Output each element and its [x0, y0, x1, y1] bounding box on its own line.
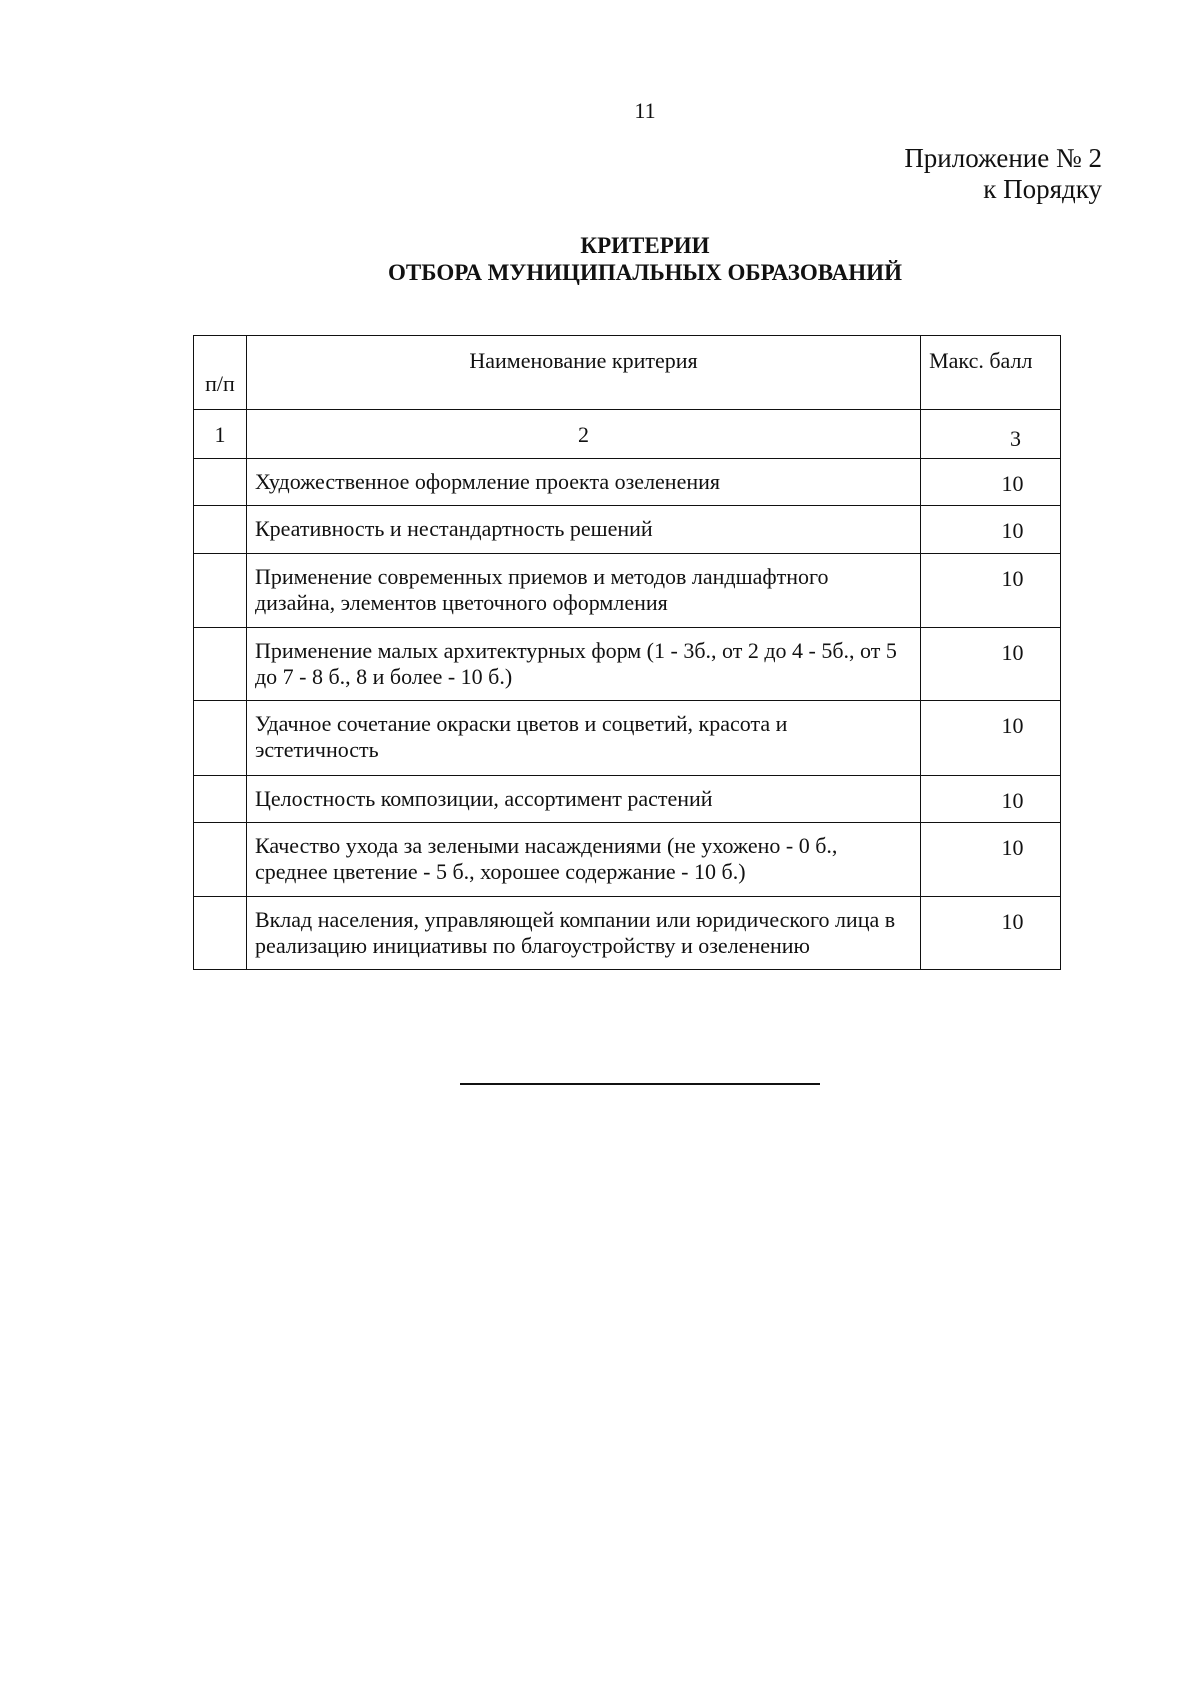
index-cell-score	[921, 410, 1061, 459]
table-index-row	[194, 410, 1061, 459]
criterion-name-cell	[246, 701, 920, 776]
header-cell-score	[921, 336, 1061, 410]
max-score: 10	[1001, 471, 1024, 496]
max-score: 10	[1001, 835, 1024, 860]
header-name-label: Наименование критерия	[469, 348, 698, 373]
index-num: 1	[214, 422, 226, 447]
criterion-name: Вклад населения, управляющей компании или юридического лица в реализацию инициативы по благоустройству и озеленению	[254, 907, 896, 958]
header-cell-name	[246, 336, 920, 410]
max-score-cell	[921, 628, 1061, 701]
row-num-cell	[194, 897, 247, 970]
max-score-cell	[921, 506, 1061, 554]
table-row	[194, 897, 1061, 970]
criterion-name: Применение современных приемов и методов ландшафтного дизайна, элементов цветочного оформления	[254, 564, 829, 615]
table-row	[194, 628, 1061, 701]
appendix-line-1: Приложение № 2	[904, 143, 1102, 173]
row-num-cell	[194, 823, 247, 897]
closing-rule	[460, 1083, 820, 1085]
row-num-cell	[194, 459, 247, 506]
table-row	[194, 506, 1061, 554]
title-line-1: КРИТЕРИИ	[580, 233, 710, 258]
table-row	[194, 776, 1061, 823]
max-score-cell	[921, 554, 1061, 628]
criterion-name: Применение малых архитектурных форм (1 - 3б., от 2 до 4 - 5б., от 5 до 7 - 8 б., 8 и более - 10 б.)	[254, 638, 897, 689]
max-score-cell	[921, 897, 1061, 970]
criterion-name-cell	[246, 776, 920, 823]
max-score-cell	[921, 776, 1061, 823]
title-line-2: ОТБОРА МУНИЦИПАЛЬНЫХ ОБРАЗОВАНИЙ	[388, 260, 902, 285]
max-score: 10	[1001, 640, 1024, 665]
table-row	[194, 459, 1061, 506]
criterion-name: Художественное оформление проекта озеленения	[254, 469, 721, 494]
document-title	[0, 232, 1200, 286]
index-score: 3	[1010, 426, 1022, 451]
max-score: 10	[1001, 788, 1024, 813]
criterion-name-cell	[246, 823, 920, 897]
header-num-label: п/п	[205, 371, 235, 396]
max-score-cell	[921, 823, 1061, 897]
table-row	[194, 554, 1061, 628]
max-score: 10	[1001, 909, 1024, 934]
max-score-cell	[921, 459, 1061, 506]
row-num-cell	[194, 628, 247, 701]
criterion-name-cell	[246, 897, 920, 970]
criterion-name-cell	[246, 554, 920, 628]
table-header-row	[194, 336, 1061, 410]
table-row	[194, 823, 1061, 897]
row-num-cell	[194, 506, 247, 554]
criterion-name-cell	[246, 459, 920, 506]
table-row	[194, 701, 1061, 776]
criterion-name: Целостность композиции, ассортимент растений	[254, 786, 713, 811]
max-score: 10	[1001, 566, 1024, 591]
index-cell-name	[246, 410, 920, 459]
row-num-cell	[194, 701, 247, 776]
max-score: 10	[1001, 518, 1024, 543]
criterion-name: Качество ухода за зелеными насаждениями (не ухожено - 0 б., среднее цветение - 5 б., хорошее содержание - 10 б.)	[254, 833, 838, 884]
criterion-name: Удачное сочетание окраски цветов и соцветий, красота и эстетичность	[254, 711, 788, 762]
criteria-table	[193, 335, 1061, 970]
row-num-cell	[194, 776, 247, 823]
row-num-cell	[194, 554, 247, 628]
header-cell-num	[194, 336, 247, 410]
appendix-reference	[904, 143, 1102, 205]
criterion-name: Креативность и нестандартность решений	[254, 516, 653, 541]
max-score: 10	[1001, 713, 1024, 738]
page-number: 11	[634, 98, 656, 123]
max-score-cell	[921, 701, 1061, 776]
criterion-name-cell	[246, 628, 920, 701]
appendix-line-2: к Порядку	[983, 174, 1102, 204]
header-score-label: Макс. балл	[929, 348, 1033, 373]
index-name: 2	[578, 422, 590, 447]
index-cell-num	[194, 410, 247, 459]
criterion-name-cell	[246, 506, 920, 554]
